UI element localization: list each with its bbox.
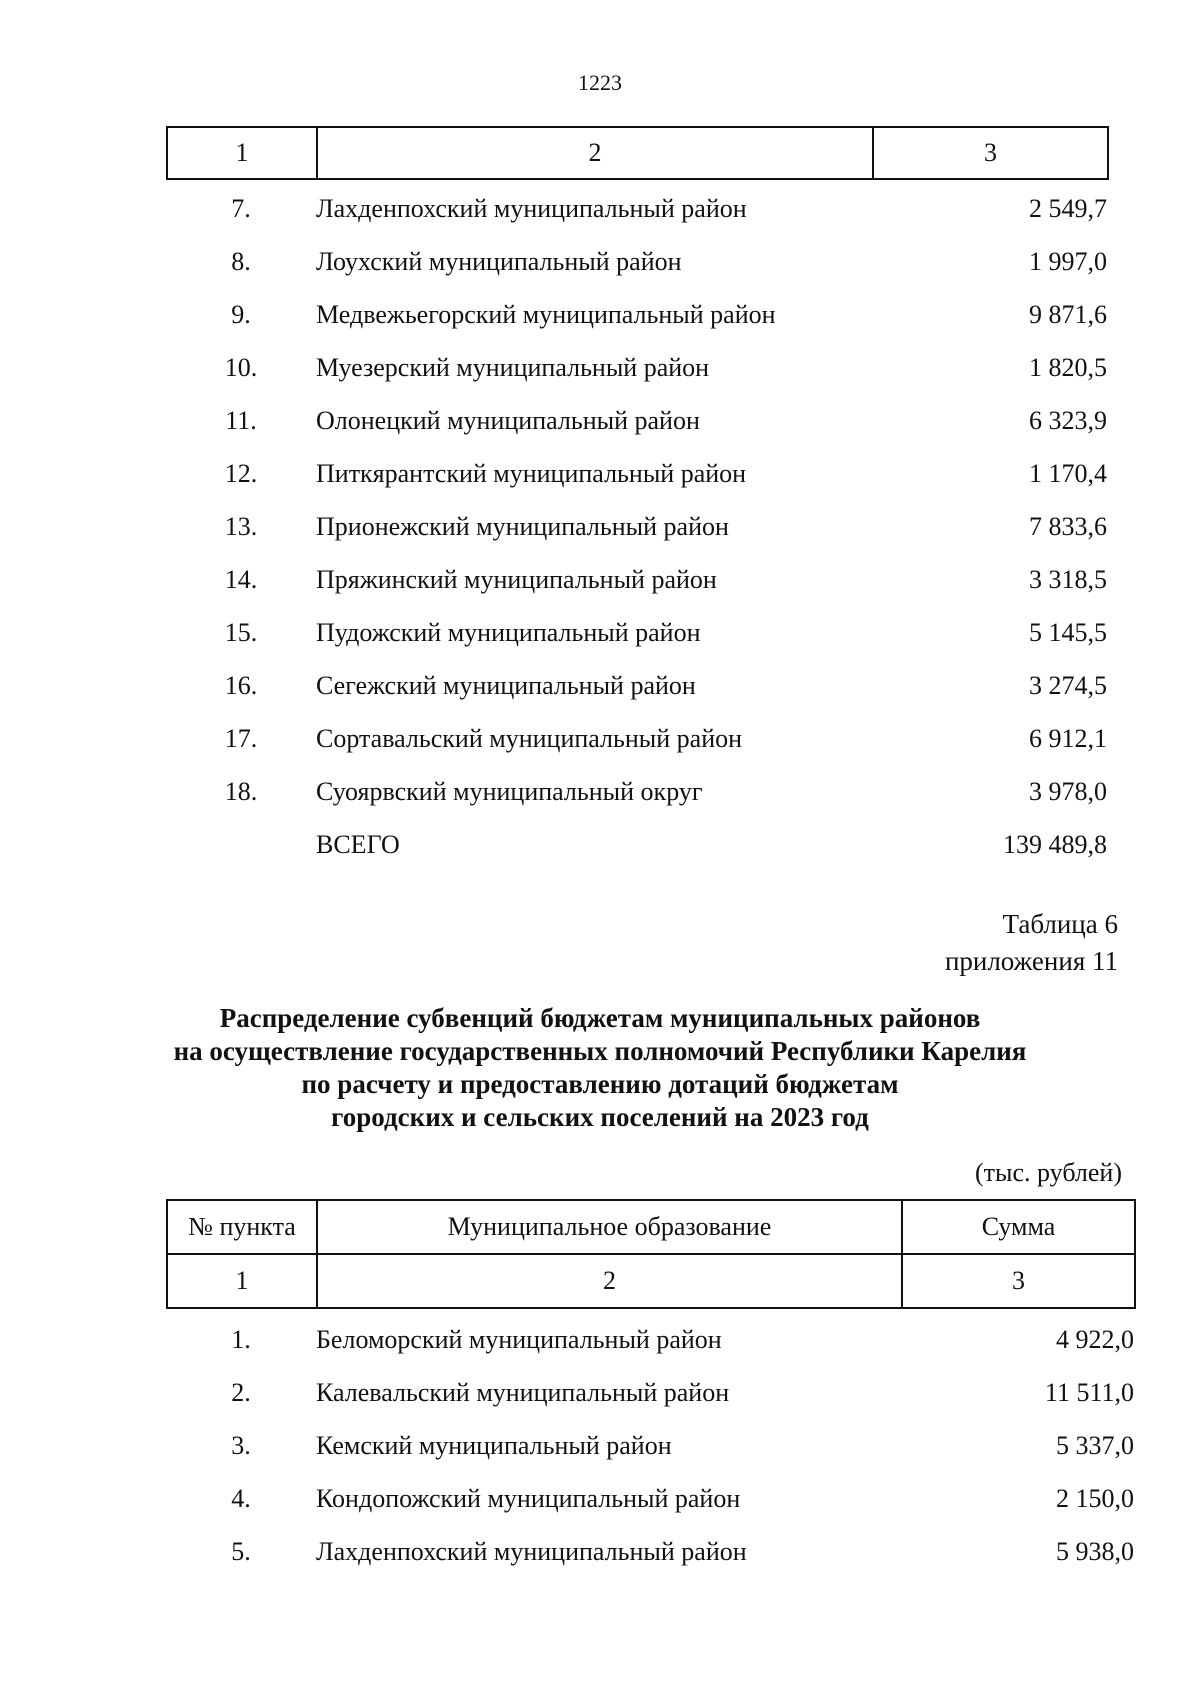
amount: 3 318,5: [1029, 564, 1107, 594]
table-row: [166, 235, 1107, 288]
row-number: 5.: [231, 1536, 251, 1566]
column-number-cell: 2: [317, 127, 873, 179]
table-row: [166, 818, 1107, 871]
amount: 2 549,7: [1029, 193, 1107, 223]
amount: 5 337,0: [1056, 1430, 1134, 1460]
municipality-name: Лахденпохский муниципальный район: [316, 1536, 747, 1566]
amount: 2 150,0: [1056, 1483, 1134, 1513]
amount: 3 274,5: [1029, 670, 1107, 700]
table2-body: [166, 1313, 1134, 1578]
row-number: 14.: [224, 564, 258, 594]
municipality-name: Питкярантский муниципальный район: [316, 458, 747, 488]
amount: 1 170,4: [1029, 458, 1107, 488]
municipality-name: Лахденпохский муниципальный район: [316, 193, 747, 223]
table-row: [166, 1472, 1134, 1525]
column-header-municipality: Муниципальное образование: [317, 1200, 902, 1254]
municipality-name: Кемский муниципальный район: [316, 1430, 672, 1460]
municipality-name: ВСЕГО: [316, 829, 400, 859]
row-number: 13.: [224, 511, 258, 541]
amount: 5 938,0: [1056, 1536, 1134, 1566]
row-number: 11.: [225, 405, 257, 435]
amount: 3 978,0: [1029, 776, 1107, 806]
row-number: 8.: [231, 246, 251, 276]
table-row: [166, 553, 1107, 606]
title-line: городских и сельских поселений на 2023 год: [331, 1102, 869, 1132]
row-number: 2.: [231, 1377, 251, 1407]
row-number: 18.: [224, 776, 258, 806]
amount: 6 912,1: [1029, 723, 1107, 753]
row-number: 17.: [224, 723, 258, 753]
table-row: [166, 394, 1107, 447]
municipality-name: Сегежский муниципальный район: [316, 670, 696, 700]
table-row: [166, 288, 1107, 341]
table-row: [166, 765, 1107, 818]
municipality-name: Муезерский муниципальный район: [316, 352, 710, 382]
title-line: по расчету и предоставлению дотаций бюджетам: [301, 1069, 899, 1099]
column-header-number: № пункта: [167, 1200, 317, 1254]
column-number-cell: 1: [167, 1254, 317, 1308]
municipality-name: Кондопожский муниципальный район: [316, 1483, 741, 1513]
amount: 5 145,5: [1029, 617, 1107, 647]
municipality-name: Прионежский муниципальный район: [316, 511, 729, 541]
amount: 1 820,5: [1029, 352, 1107, 382]
table-row: [166, 182, 1107, 235]
table-row: [166, 1419, 1134, 1472]
amount: 7 833,6: [1029, 511, 1107, 541]
page-number: 1223: [578, 70, 622, 95]
municipality-name: Пряжинский муниципальный район: [316, 564, 717, 594]
amount: 1 997,0: [1029, 246, 1107, 276]
caption-table-number: Таблица 6: [1002, 909, 1118, 939]
table-caption: [945, 906, 1118, 980]
row-number: 1.: [231, 1324, 251, 1354]
row-number: 16.: [224, 670, 258, 700]
column-number-cell: 2: [317, 1254, 902, 1308]
table1-body: [166, 182, 1107, 871]
section-title: [0, 1002, 1200, 1134]
table-row: [166, 1366, 1134, 1419]
table1-header: [166, 126, 1109, 180]
table-row: [166, 1525, 1134, 1578]
municipality-name: Медвежьегорский муниципальный район: [316, 299, 776, 329]
column-number-cell: 1: [167, 127, 317, 179]
table2-header: [166, 1199, 1136, 1309]
municipality-name: Пудожский муниципальный район: [316, 617, 701, 647]
column-header-sum: Сумма: [902, 1200, 1135, 1254]
amount: 11 511,0: [1044, 1377, 1134, 1407]
table-row: [166, 606, 1107, 659]
row-number: 4.: [231, 1483, 251, 1513]
municipality-name: Калевальский муниципальный район: [316, 1377, 730, 1407]
table-row: [166, 1313, 1134, 1366]
municipality-name: Суоярвский муниципальный округ: [316, 776, 703, 806]
table-row: [166, 447, 1107, 500]
row-number: 10.: [224, 352, 258, 382]
units-label: (тыс. рублей): [974, 1158, 1122, 1187]
caption-appendix: приложения 11: [944, 946, 1118, 976]
municipality-name: Сортавальский муниципальный район: [316, 723, 743, 753]
amount: 4 922,0: [1056, 1324, 1134, 1354]
row-number: 7.: [231, 193, 251, 223]
municipality-name: Беломорский муниципальный район: [316, 1324, 722, 1354]
row-number: 9.: [231, 299, 251, 329]
table-row: [166, 659, 1107, 712]
row-number: 3.: [231, 1430, 251, 1460]
column-number-cell: 3: [873, 127, 1108, 179]
table-row: [166, 712, 1107, 765]
table-row: [166, 341, 1107, 394]
column-number-cell: 3: [902, 1254, 1135, 1308]
municipality-name: Лоухский муниципальный район: [316, 246, 682, 276]
row-number: [166, 818, 316, 871]
amount: 9 871,6: [1029, 299, 1107, 329]
amount: 139 489,8: [1003, 829, 1107, 859]
municipality-name: Олонецкий муниципальный район: [316, 405, 700, 435]
table-row: [166, 500, 1107, 553]
title-line: на осуществление государственных полномочий Республики Карелия: [173, 1036, 1027, 1066]
row-number: 15.: [224, 617, 258, 647]
title-line: Распределение субвенций бюджетам муниципальных районов: [219, 1003, 981, 1033]
amount: 6 323,9: [1029, 405, 1107, 435]
row-number: 12.: [224, 458, 258, 488]
